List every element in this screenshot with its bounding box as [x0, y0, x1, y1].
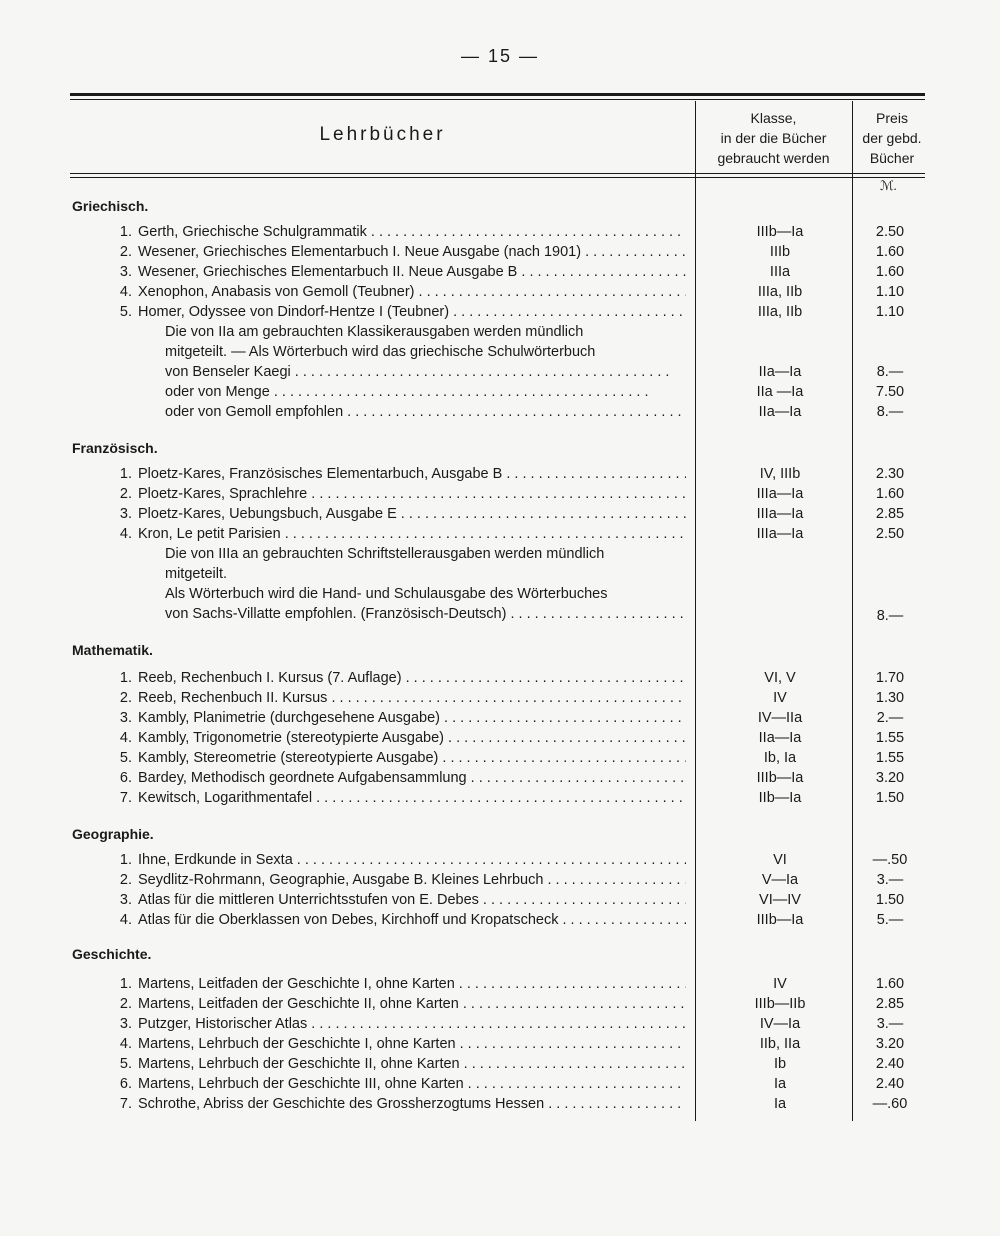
book-klasse: IV	[773, 976, 787, 992]
book-klasse: Ib, Ia	[763, 750, 797, 766]
book-row	[0, 282, 1000, 302]
book-title: Ploetz-Kares, Uebungsbuch, Ausgabe E . . .	[138, 504, 686, 524]
note-text: oder von Menge	[165, 384, 270, 400]
book-klasse: IIIa—Ia	[756, 486, 804, 502]
book-preis: 3.—	[876, 872, 904, 888]
note-line	[165, 604, 686, 624]
book-klasse: IIb, IIa	[759, 1036, 801, 1052]
note-line	[165, 402, 686, 422]
note-line	[165, 382, 686, 402]
book-title: Homer, Odyssee von Dindorf-Hentze I (Teubner) . . .	[138, 302, 686, 322]
book-row	[0, 242, 1000, 262]
book-title: Schrothe, Abriss der Geschichte des Grossherzogtums Hessen . . .	[138, 1094, 686, 1114]
book-preis: —.60	[872, 1096, 908, 1112]
header-bottom-rule	[70, 173, 925, 174]
note-klasse: IIa—Ia	[758, 404, 802, 420]
book-preis: 2.85	[875, 506, 905, 522]
book-preis: 2.40	[875, 1056, 905, 1072]
book-preis: 5.—	[876, 912, 904, 928]
section-heading-franzoesisch: Französisch.	[72, 440, 158, 456]
note-line	[165, 362, 686, 382]
book-preis: 1.50	[875, 892, 905, 908]
book-preis: 1.60	[875, 486, 905, 502]
book-title: Kambly, Stereometrie (stereotypierte Ausgabe) . . .	[138, 748, 686, 768]
book-title: Atlas für die mittleren Unterrichtsstufen von E. Debes . . .	[138, 890, 686, 910]
note-line: mitgeteilt.	[165, 566, 228, 582]
book-preis: 1.50	[875, 790, 905, 806]
book-title: Kambly, Trigonometrie (stereotypierte Ausgabe) . . .	[138, 728, 686, 748]
note-preis: 8.—	[876, 404, 904, 420]
book-row	[0, 768, 1000, 788]
book-title: Wesener, Griechisches Elementarbuch II. Neue Ausgabe B . . .	[138, 262, 686, 282]
page-number: — 15 —	[460, 46, 540, 66]
book-klasse: V—Ia	[761, 872, 799, 888]
header-preis-line-1: Preis	[876, 110, 908, 126]
book-title: Reeb, Rechenbuch II. Kursus . . .	[138, 688, 686, 708]
book-row	[0, 850, 1000, 870]
header-top-rule-thin	[70, 99, 925, 100]
header-bottom-rule-thin	[70, 177, 925, 178]
book-preis: —.50	[872, 852, 908, 868]
book-row	[0, 668, 1000, 688]
book-klasse: Ia	[773, 1096, 787, 1112]
book-row	[0, 1034, 1000, 1054]
book-klasse: IV, IIIb	[759, 466, 801, 482]
book-row	[0, 994, 1000, 1014]
book-row	[0, 870, 1000, 890]
header-title: Lehrbücher	[319, 124, 446, 145]
book-title: Atlas für die Oberklassen von Debes, Kirchhoff und Kropatscheck . . .	[138, 910, 686, 930]
book-preis: 3.—	[876, 1016, 904, 1032]
book-number: 4.	[119, 526, 132, 542]
book-number: 5.	[119, 1056, 132, 1072]
book-number: 5.	[119, 750, 132, 766]
book-number: 7.	[119, 790, 132, 806]
book-number: 7.	[119, 1096, 132, 1112]
book-klasse: IIIb	[769, 244, 791, 260]
book-number: 2.	[119, 244, 132, 260]
note-preis: 8.—	[876, 364, 904, 380]
book-klasse: IIIb—Ia	[756, 224, 804, 240]
book-row	[0, 1014, 1000, 1034]
book-title: Reeb, Rechenbuch I. Kursus (7. Auflage) . . .	[138, 668, 686, 688]
book-number: 3.	[119, 264, 132, 280]
book-title: Martens, Leitfaden der Geschichte II, ohne Karten . . .	[138, 994, 686, 1014]
book-preis: 1.10	[875, 304, 905, 320]
book-row	[0, 484, 1000, 504]
book-number: 2.	[119, 872, 132, 888]
book-row	[0, 788, 1000, 808]
book-row	[0, 708, 1000, 728]
book-number: 3.	[119, 1016, 132, 1032]
book-title: Gerth, Griechische Schulgrammatik . . .	[138, 222, 686, 242]
book-title: Kewitsch, Logarithmentafel . . .	[138, 788, 686, 808]
section-heading-griechisch: Griechisch.	[72, 198, 149, 214]
book-number: 5.	[119, 304, 132, 320]
book-preis: 2.50	[875, 224, 905, 240]
book-preis: 1.55	[875, 750, 905, 766]
book-klasse: VI, V	[764, 670, 796, 686]
header-preis-line-3: Bücher	[869, 150, 915, 166]
book-klasse: IIIa	[769, 264, 791, 280]
book-number: 1.	[119, 976, 132, 992]
book-row	[0, 302, 1000, 322]
book-title: Putzger, Historischer Atlas . . .	[138, 1014, 686, 1034]
book-klasse: IIIb—Ia	[756, 912, 804, 928]
section-heading-geschichte: Geschichte.	[72, 946, 152, 962]
book-preis: 1.60	[875, 976, 905, 992]
book-row	[0, 688, 1000, 708]
book-title: Martens, Lehrbuch der Geschichte II, ohne Karten . . .	[138, 1054, 686, 1074]
book-title: Kron, Le petit Parisien . . .	[138, 524, 686, 544]
note-line: Die von IIIa an gebrauchten Schriftstellerausgaben werden mündlich	[165, 546, 605, 562]
note-text: von Sachs-Villatte empfohlen. (Französisch-Deutsch)	[165, 606, 507, 622]
header-klasse	[695, 108, 852, 168]
book-number: 2.	[119, 690, 132, 706]
book-preis: 2.50	[875, 526, 905, 542]
book-row	[0, 910, 1000, 930]
book-number: 1.	[119, 466, 132, 482]
note-preis: 7.50	[875, 384, 905, 400]
book-title: Ihne, Erdkunde in Sexta . . .	[138, 850, 686, 870]
book-klasse: IIIa, IIb	[757, 304, 803, 320]
note-text: von Benseler Kaegi	[165, 364, 291, 380]
book-number: 4.	[119, 284, 132, 300]
book-preis: 1.10	[875, 284, 905, 300]
header-preis	[852, 108, 932, 168]
book-klasse: IIIb—IIb	[754, 996, 806, 1012]
book-klasse: VI	[773, 852, 787, 868]
book-number: 2.	[119, 996, 132, 1012]
header-klasse-line-2: in der die Bücher	[720, 130, 827, 146]
book-number: 3.	[119, 892, 132, 908]
book-row	[0, 974, 1000, 994]
book-preis: 1.70	[875, 670, 905, 686]
header-preis-line-2: der gebd.	[862, 130, 922, 146]
book-row	[0, 524, 1000, 544]
note-line: Die von IIa am gebrauchten Klassikerausgaben werden mündlich	[165, 324, 584, 340]
book-row	[0, 262, 1000, 282]
book-row	[0, 748, 1000, 768]
book-preis: 1.60	[875, 244, 905, 260]
note-klasse: IIa—Ia	[758, 364, 802, 380]
currency-symbol: ℳ.	[880, 178, 898, 193]
book-number: 4.	[119, 1036, 132, 1052]
book-number: 1.	[119, 852, 132, 868]
book-preis: 1.60	[875, 264, 905, 280]
book-title: Wesener, Griechisches Elementarbuch I. Neue Ausgabe (nach 1901) . . .	[138, 242, 686, 262]
book-preis: 2.—	[876, 710, 904, 726]
book-klasse: IV	[773, 690, 787, 706]
book-row	[0, 890, 1000, 910]
note-text: oder von Gemoll empfohlen	[165, 404, 344, 420]
book-klasse: IV—Ia	[759, 1016, 801, 1032]
book-number: 6.	[119, 1076, 132, 1092]
book-row	[0, 728, 1000, 748]
book-title: Xenophon, Anabasis von Gemoll (Teubner) . . .	[138, 282, 686, 302]
book-number: 2.	[119, 486, 132, 502]
section-heading-geographie: Geographie.	[72, 826, 154, 842]
book-title: Martens, Lehrbuch der Geschichte III, ohne Karten . . .	[138, 1074, 686, 1094]
book-klasse: IIa—Ia	[758, 730, 802, 746]
book-number: 3.	[119, 710, 132, 726]
book-preis: 3.20	[875, 1036, 905, 1052]
book-klasse: Ia	[773, 1076, 787, 1092]
book-row	[0, 1074, 1000, 1094]
section-heading-mathematik: Mathematik.	[72, 642, 153, 658]
book-klasse: Ib	[773, 1056, 787, 1072]
book-klasse: VI—IV	[759, 892, 801, 908]
book-row	[0, 222, 1000, 242]
header-top-rule	[70, 93, 925, 96]
note-klasse: IIa —Ia	[756, 384, 804, 400]
note-preis: 8.—	[876, 608, 904, 624]
book-number: 4.	[119, 912, 132, 928]
book-number: 4.	[119, 730, 132, 746]
book-row	[0, 504, 1000, 524]
book-number: 1.	[119, 670, 132, 686]
book-title: Martens, Leitfaden der Geschichte I, ohne Karten . . .	[138, 974, 686, 994]
book-title: Kambly, Planimetrie (durchgesehene Ausgabe) . . .	[138, 708, 686, 728]
book-title: Ploetz-Kares, Sprachlehre . . .	[138, 484, 686, 504]
book-row	[0, 464, 1000, 484]
book-klasse: IIIa—Ia	[756, 506, 804, 522]
book-title: Seydlitz-Rohrmann, Geographie, Ausgabe B. Kleines Lehrbuch . . .	[138, 870, 686, 890]
book-preis: 2.85	[875, 996, 905, 1012]
book-title: Martens, Lehrbuch der Geschichte I, ohne Karten . . .	[138, 1034, 686, 1054]
book-number: 3.	[119, 506, 132, 522]
book-number: 1.	[119, 224, 132, 240]
book-title: Bardey, Methodisch geordnete Aufgabensammlung . . .	[138, 768, 686, 788]
book-row	[0, 1094, 1000, 1114]
note-line: Als Wörterbuch wird die Hand- und Schulausgabe des Wörterbuches	[165, 586, 608, 602]
book-title: Ploetz-Kares, Französisches Elementarbuch, Ausgabe B . . .	[138, 464, 686, 484]
note-line: mitgeteilt. — Als Wörterbuch wird das griechische Schulwörterbuch	[165, 344, 596, 360]
header-klasse-line-3: gebraucht werden	[717, 150, 830, 166]
book-klasse: IIIb—Ia	[756, 770, 804, 786]
book-number: 6.	[119, 770, 132, 786]
book-preis: 2.30	[875, 466, 905, 482]
book-klasse: IIb—Ia	[758, 790, 802, 806]
book-klasse: IIIa, IIb	[757, 284, 803, 300]
book-preis: 1.30	[875, 690, 905, 706]
book-klasse: IIIa—Ia	[756, 526, 804, 542]
book-klasse: IV—IIa	[757, 710, 803, 726]
book-row	[0, 1054, 1000, 1074]
book-preis: 3.20	[875, 770, 905, 786]
book-preis: 1.55	[875, 730, 905, 746]
header-klasse-line-1: Klasse,	[750, 110, 797, 126]
book-preis: 2.40	[875, 1076, 905, 1092]
